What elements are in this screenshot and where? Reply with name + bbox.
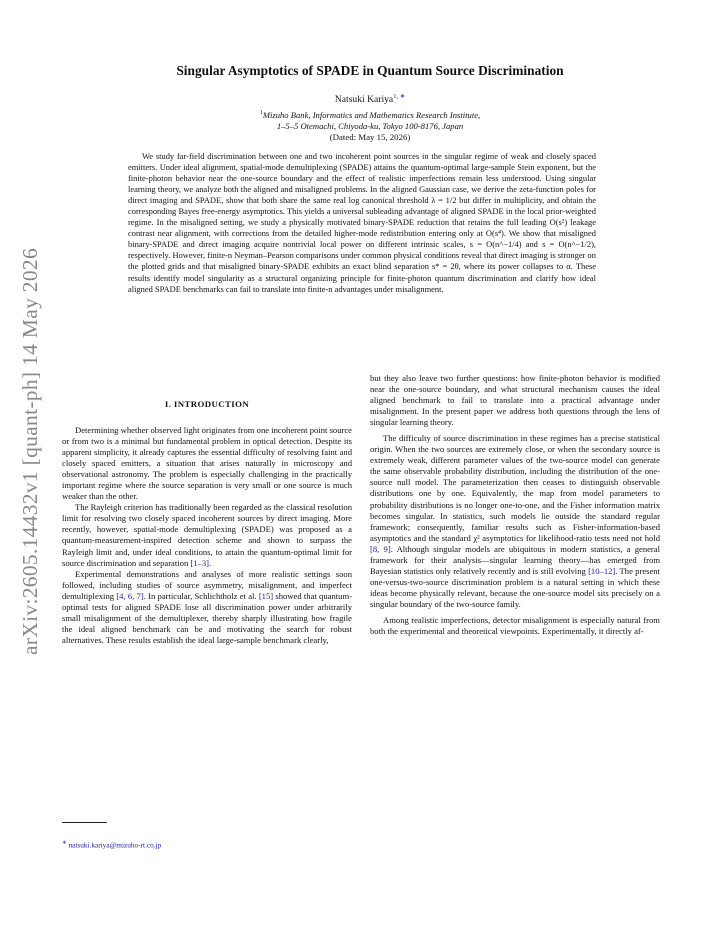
author-line bbox=[70, 92, 670, 105]
right-paragraph-2-text-3: . The present one-versus-two-source discrimination problem is a natural setting in which these ideas become physically relevant, because the one-source model sits precisely on a singular boundary of the two-source family. bbox=[370, 565, 660, 609]
footnote bbox=[62, 840, 161, 849]
arxiv-stamp bbox=[10, 235, 50, 667]
intro-paragraph-3-text-3: showed that quantum-optimal tests for aligned SPADE lose all discrimination power under arbitrarily small misalignment of the demultiplexer, thereby sharply illustrating how fragile the ideal aligned benchmark can be and motivating the search for robust alternatives. These results establish the ideal large-sample benchmark clearly, bbox=[62, 590, 352, 645]
right-paragraph-1: but they also leave two further questions: how finite-photon behavior is modified near the one-source boundary, and what structural mechanism causes the ideal aligned benchmark to fail to translate into a practical advantage under misalignment. In the present paper we address both questions through the lens of singular learning theory. bbox=[370, 373, 660, 428]
affiliation bbox=[70, 108, 670, 132]
intro-paragraph-2: The Rayleigh criterion has traditionally been regarded as the classical resolution limit for resolving two closely spaced incoherent sources by direct imaging. More recently, however, spatial-mode demultiplexing (SPADE) was proposed as a quantum-measurement-inspired detection scheme and shown to surpass the Rayleigh limit and, under ideal conditions, to attain the quantum-optimal limit for source discrimination and separation [1–3]. bbox=[62, 502, 352, 568]
abstract: We study far-field discrimination between one and two incoherent point sources in the singular regime of weak and closely spaced emitters. Under ideal alignment, spatial-mode demultiplexing (SPADE) attains the quantum-optimal large-sample Stein exponent, but the finite-photon behavior near the one-source boundary and the effect of realistic imperfections remain less understood. Using singular learning theory, we analyze both the aligned and misaligned problems. In the aligned Gaussian case, we derive the zeta-function poles for direct imaging and SPADE, show that both share the same real log canonical threshold λ = 1/2 but differ in multiplicity, and obtain the corresponding Bayes free-energy asymptotics. This yields a universal subleading advantage of aligned SPADE in the local prior-weighted regime. In the misaligned setting, we study a physically motivated binary-SPADE reduction that retains the full leading O(s²) leakage contrast near alignment, with corrections from the detailed higher-mode redistribution entering only at O(s⁴). We show that misaligned binary-SPADE and direct imaging acquire nontrivial local power on different intrinsic scales, s = O(n^−1/4) and s = O(n^−1/2), respectively. However, finite-n Neyman–Pearson comparisons under common physical conditions reveal that direct imaging is stronger on the plotted grids and that misaligned binary-SPADE exhibits an exact blind separation s* = 2θ, where its power collapses to α. These results identify model singularity as a structural organizing principle for finite-photon quantum discrimination and clarify how ideal aligned SPADE benchmarks can fail to translate into finite-n advantages under misalignment. bbox=[128, 151, 596, 294]
paper-title: Singular Asymptotics of SPADE in Quantum Source Discrimination bbox=[176, 63, 564, 78]
author-marks[interactable]: 1, ∗ bbox=[393, 93, 406, 100]
left-column bbox=[62, 425, 352, 646]
intro-paragraph-1: Determining whether observed light originates from one incoherent point source or from two is a minimal but fundamental problem in optical detection. Despite its apparent simplicity, it already captures the essential difficulty of resolving faint and closely spaced emitters, a situation that arises naturally in microscopy and observational astronomy. The problem is especially challenging in the practically important regime where the source separation is very small or one source is much weaker than the other. bbox=[62, 425, 352, 502]
right-column bbox=[370, 373, 660, 637]
right-paragraph-2 bbox=[370, 433, 660, 610]
arxiv-stamp-text: arXiv:2605.14432v1 [quant-ph] 14 May 2026 bbox=[17, 247, 42, 655]
footnote-mark: ∗ bbox=[62, 840, 67, 846]
affiliation-line-2: 1–5–5 Otemachi, Chiyoda-ku, Tokyo 100-8176, Japan bbox=[276, 121, 464, 132]
citation-link[interactable]: [10–12] bbox=[588, 565, 616, 576]
footnote-email-link[interactable]: natsuki.kariya@mizuho-rt.co.jp bbox=[68, 840, 162, 850]
section-heading-introduction: I. INTRODUCTION bbox=[164, 399, 250, 409]
intro-paragraph-3-text-1: Experimental demonstrations and analyses of more realistic settings soon followed, including studies of source asymmetry, misalignment, and imperfect demultiplexing bbox=[62, 568, 352, 601]
intro-paragraph-2-text: The Rayleigh criterion has traditionally been regarded as the classical resolution limit for resolving two closely spaced incoherent sources by direct imaging. More recently, however, spatial-mode demultiplexing (SPADE) was proposed as a quantum-measurement-inspired detection scheme and shown to surpass the Rayleigh limit and, under ideal conditions, to attain the quantum-optimal limit for source discrimination and separation bbox=[62, 502, 352, 568]
affiliation-line-1: Mizuho Bank, Informatics and Mathematics Research Institute, bbox=[262, 109, 481, 120]
author-name: Natsuki Kariya bbox=[334, 94, 394, 106]
citation-link[interactable]: [1–3] bbox=[190, 557, 210, 568]
citation-link[interactable]: [8, 9] bbox=[370, 543, 391, 554]
footnote-rule bbox=[62, 822, 107, 823]
right-paragraph-2-text-2: . Although singular models are ubiquitous in modern statistics, a general framework for their analysis—singular learning theory—has emerged from Bayesian statistics only relatively recently and is still evolving bbox=[370, 543, 660, 576]
affiliation-mark: 1 bbox=[259, 110, 263, 116]
citation-link[interactable]: [15] bbox=[258, 590, 274, 601]
intro-paragraph-3 bbox=[62, 569, 352, 646]
right-paragraph-2-text-1: The difficulty of source discrimination in these regimes has a precise statistical origin. When the two sources are extremely close, or when the secondary source is extremely weak, different parameter values of the two-source model can generate the same observable probability distribution, including the distribution of the one-source null model. The parameterization then ceases to distinguish observable distributions one by one. Equivalently, the map from model parameters to probability distributions is no longer one-to-one, and the Fisher information matrix becomes singular. In statistics, such models lie outside the standard regular framework; consequently, familiar results such as Fisher-information-based asymptotics and the standard χ² asymptotics for likelihood-ratio tests need not hold bbox=[370, 433, 660, 543]
dated-line: (Dated: May 15, 2026) bbox=[329, 132, 411, 142]
intro-paragraph-3-text-2: . In particular, Schlichtholz et al. bbox=[143, 590, 259, 601]
citation-link[interactable]: [4, 6, 7] bbox=[116, 590, 144, 601]
right-paragraph-3: Among realistic imperfections, detector misalignment is especially natural from both the experimental and theoretical viewpoints. Experimentally, it directly af- bbox=[370, 614, 660, 637]
